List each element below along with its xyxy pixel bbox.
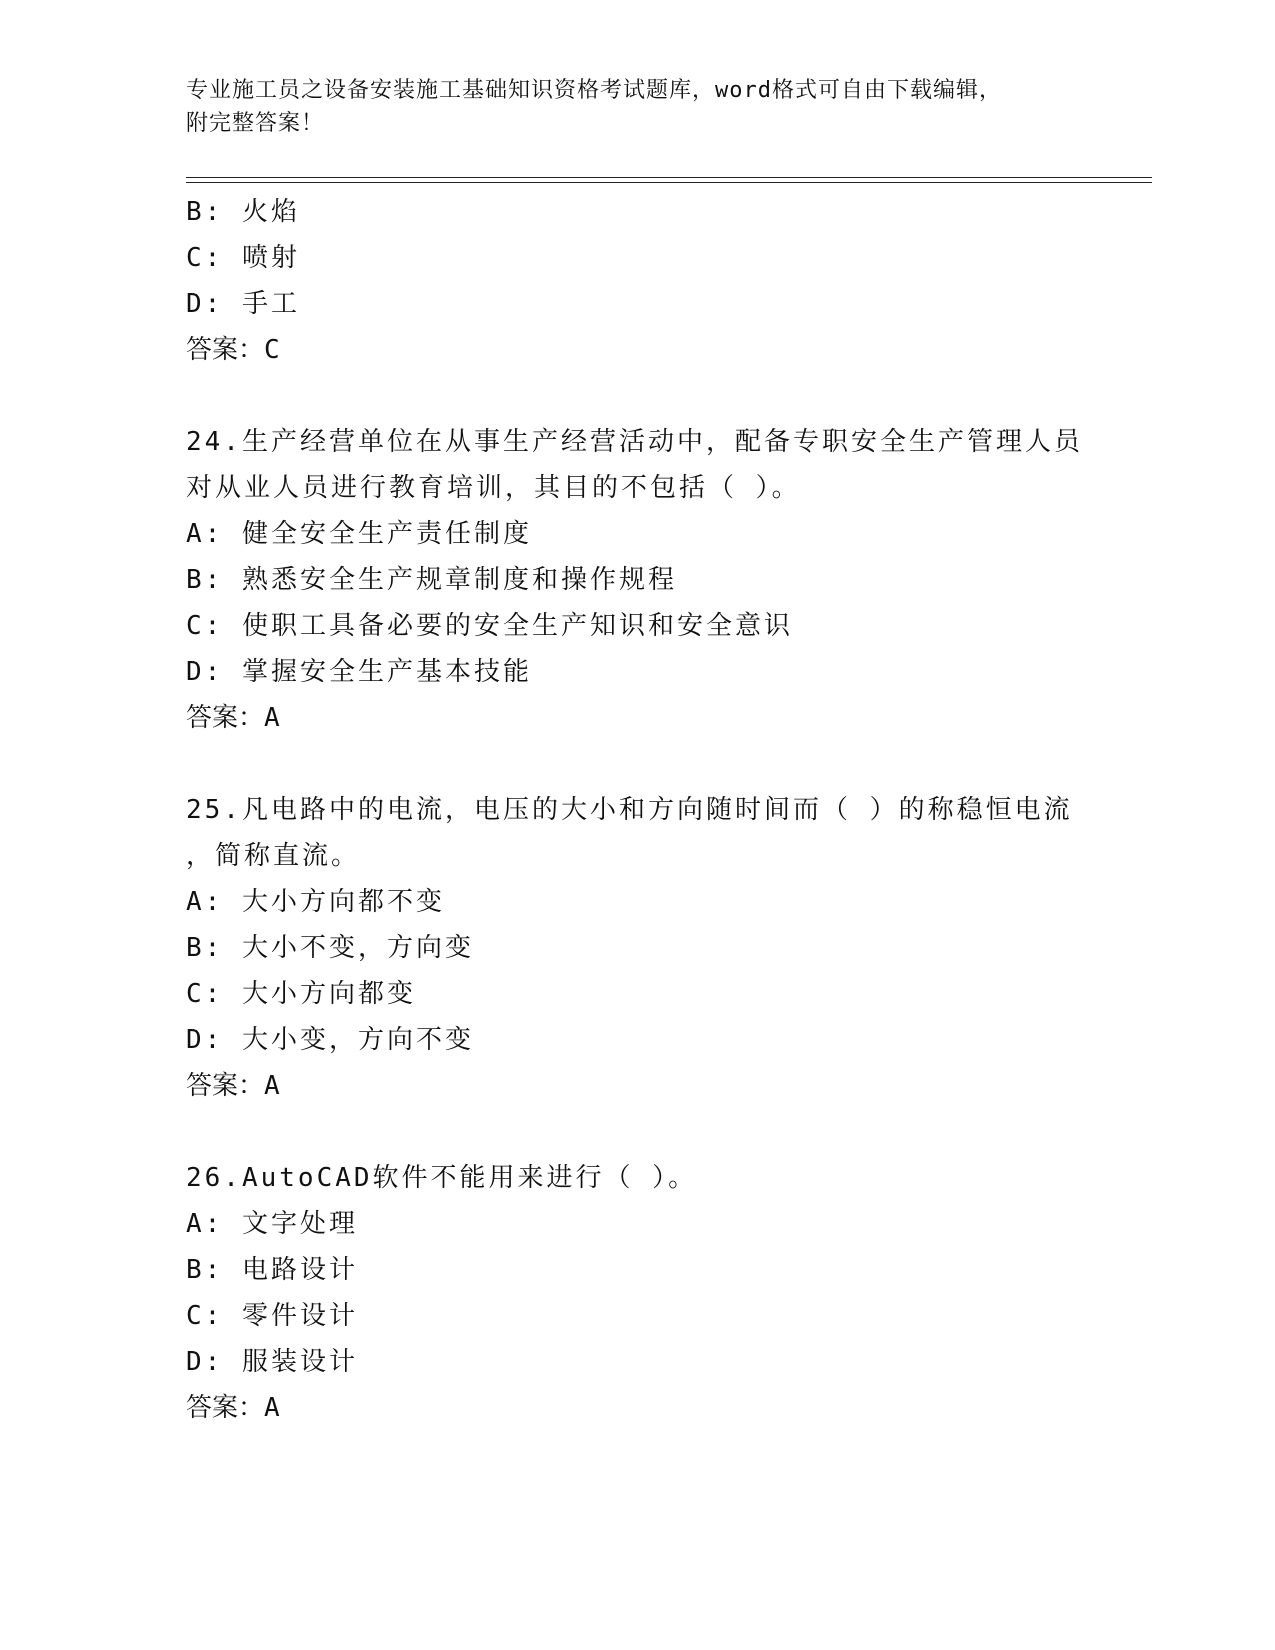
option-d: D: 手工	[186, 289, 300, 319]
option-c: C: 零件设计	[186, 1301, 358, 1331]
question-26	[186, 1155, 1086, 1431]
option-d: D: 掌握安全生产基本技能	[186, 657, 532, 687]
option-c: C: 喷射	[186, 243, 300, 273]
question-23-tail	[186, 189, 1086, 373]
document-header	[186, 74, 1086, 140]
option-d: D: 服装设计	[186, 1347, 358, 1377]
header-rule-bottom	[186, 182, 1152, 183]
option-c: C: 使职工具备必要的安全生产知识和安全意识	[186, 611, 793, 641]
question-stem-line-1: 26.AutoCAD软件不能用来进行（ ）。	[186, 1163, 698, 1193]
option-b: B: 大小不变，方向变	[186, 933, 474, 963]
question-24	[186, 419, 1086, 741]
option-a: A: 大小方向都不变	[186, 887, 445, 917]
question-stem-line-2: ，简称直流。	[186, 841, 361, 871]
question-stem-line-1: 24.生产经营单位在从事生产经营活动中，配备专职安全生产管理人员	[186, 427, 1083, 457]
question-list	[186, 189, 1086, 1431]
option-b: B: 熟悉安全生产规章制度和操作规程	[186, 565, 677, 595]
header-line-1: 专业施工员之设备安装施工基础知识资格考试题库，word格式可自由下载编辑，	[186, 78, 1002, 103]
option-c: C: 大小方向都变	[186, 979, 416, 1009]
option-d: D: 大小变，方向不变	[186, 1025, 474, 1055]
answer-line: 答案：C	[186, 335, 280, 365]
option-b: B: 火焰	[186, 197, 300, 227]
option-a: A: 文字处理	[186, 1209, 358, 1239]
option-a: A: 健全安全生产责任制度	[186, 519, 532, 549]
answer-line: 答案：A	[186, 703, 280, 733]
answer-line: 答案：A	[186, 1071, 280, 1101]
option-b: B: 电路设计	[186, 1255, 358, 1285]
question-stem-line-1: 25.凡电路中的电流，电压的大小和方向随时间而（ ）的称稳恒电流	[186, 795, 1073, 825]
question-stem-line-2: 对从业人员进行教育培训，其目的不包括（ ）。	[186, 473, 801, 503]
header-line-2: 附完整答案！	[186, 111, 325, 136]
answer-line: 答案：A	[186, 1393, 280, 1423]
header-rule-top	[186, 177, 1152, 178]
question-25	[186, 787, 1086, 1109]
